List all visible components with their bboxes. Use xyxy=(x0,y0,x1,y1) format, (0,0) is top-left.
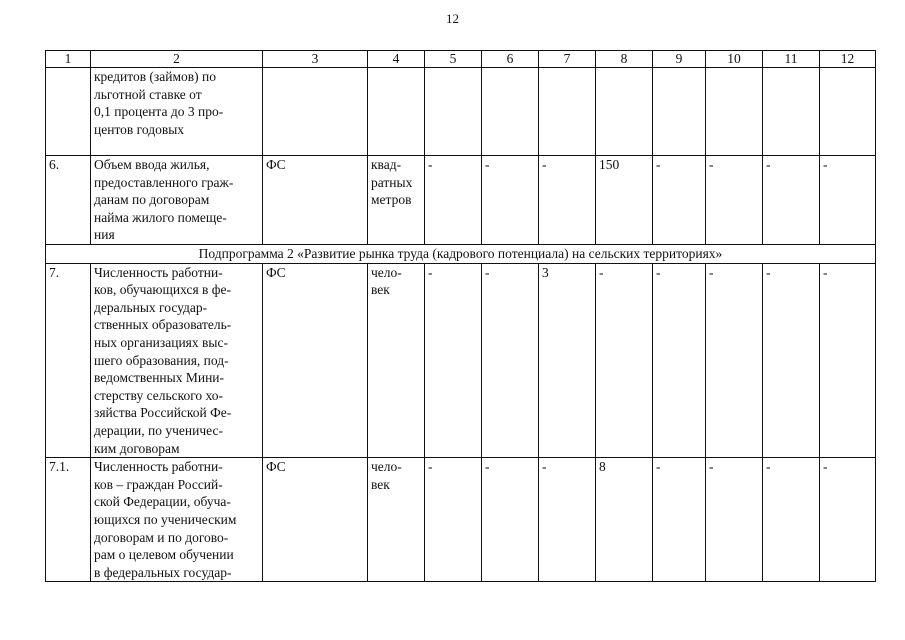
unit-cell: чело- век xyxy=(368,263,425,458)
value-cell: - xyxy=(482,263,539,458)
indicator-name: Численность работни- ков, обучающихся в фе- деральных государ- ственных образователь- ных организациях выс- шего образования, под- ведомственных Мини- стерству сельского хо- зяйства Российской Фе- дерации, по ученичес- ким договорам xyxy=(91,263,263,458)
source-cell xyxy=(263,68,368,156)
value-cell xyxy=(596,68,653,156)
header-cell: 2 xyxy=(91,51,263,68)
unit-cell: квад- ратных метров xyxy=(368,156,425,245)
unit-cell xyxy=(368,68,425,156)
header-cell: 7 xyxy=(539,51,596,68)
value-cell: - xyxy=(820,458,876,582)
table-row xyxy=(46,263,876,458)
indicator-name: Объем ввода жилья, предоставленного граж- данам по договорам найма жилого помеще- ния xyxy=(91,156,263,245)
header-cell: 10 xyxy=(706,51,763,68)
indicator-name: Численность работни- ков – граждан Россий- ской Федерации, обуча- ющихся по ученическим договорам и по догово- рам о целевом обучении в федеральных государ- xyxy=(91,458,263,582)
value-cell: - xyxy=(653,263,706,458)
header-cell: 8 xyxy=(596,51,653,68)
value-cell: 3 xyxy=(539,263,596,458)
table-row xyxy=(46,68,876,156)
header-cell: 1 xyxy=(46,51,91,68)
value-cell: - xyxy=(425,156,482,245)
subprogram-row xyxy=(46,245,876,264)
header-cell: 9 xyxy=(653,51,706,68)
value-cell xyxy=(763,68,820,156)
value-cell: - xyxy=(820,156,876,245)
value-cell xyxy=(539,68,596,156)
value-cell: 8 xyxy=(596,458,653,582)
row-number: 7.1. xyxy=(46,458,91,582)
header-row xyxy=(46,51,876,68)
value-cell xyxy=(706,68,763,156)
value-cell xyxy=(425,68,482,156)
value-cell xyxy=(653,68,706,156)
header-cell: 12 xyxy=(820,51,876,68)
value-cell: - xyxy=(653,156,706,245)
value-cell: - xyxy=(706,458,763,582)
subprogram-title: Подпрограмма 2 «Развитие рынка труда (кадрового потенциала) на сельских территориях» xyxy=(46,245,876,264)
value-cell: - xyxy=(706,263,763,458)
row-number: 6. xyxy=(46,156,91,245)
value-cell: - xyxy=(653,458,706,582)
header-cell: 3 xyxy=(263,51,368,68)
value-cell: - xyxy=(763,458,820,582)
source-cell: ФС xyxy=(263,156,368,245)
header-cell: 6 xyxy=(482,51,539,68)
page-number: 12 xyxy=(446,11,459,26)
value-cell: 150 xyxy=(596,156,653,245)
row-number: 7. xyxy=(46,263,91,458)
header-cell: 5 xyxy=(425,51,482,68)
indicator-name: кредитов (займов) по льготной ставке от 0,1 процента до 3 про- центов годовых xyxy=(91,68,263,156)
value-cell: - xyxy=(596,263,653,458)
value-cell xyxy=(820,68,876,156)
value-cell: - xyxy=(763,263,820,458)
value-cell: - xyxy=(482,156,539,245)
source-cell: ФС xyxy=(263,458,368,582)
value-cell: - xyxy=(763,156,820,245)
table-row xyxy=(46,156,876,245)
value-cell: - xyxy=(539,458,596,582)
value-cell: - xyxy=(425,263,482,458)
source-cell: ФС xyxy=(263,263,368,458)
unit-cell: чело- век xyxy=(368,458,425,582)
header-cell: 11 xyxy=(763,51,820,68)
value-cell xyxy=(482,68,539,156)
value-cell: - xyxy=(482,458,539,582)
value-cell: - xyxy=(706,156,763,245)
table-row xyxy=(46,458,876,582)
value-cell: - xyxy=(820,263,876,458)
value-cell: - xyxy=(425,458,482,582)
header-cell: 4 xyxy=(368,51,425,68)
indicators-table xyxy=(45,50,876,582)
value-cell: - xyxy=(539,156,596,245)
row-number xyxy=(46,68,91,156)
